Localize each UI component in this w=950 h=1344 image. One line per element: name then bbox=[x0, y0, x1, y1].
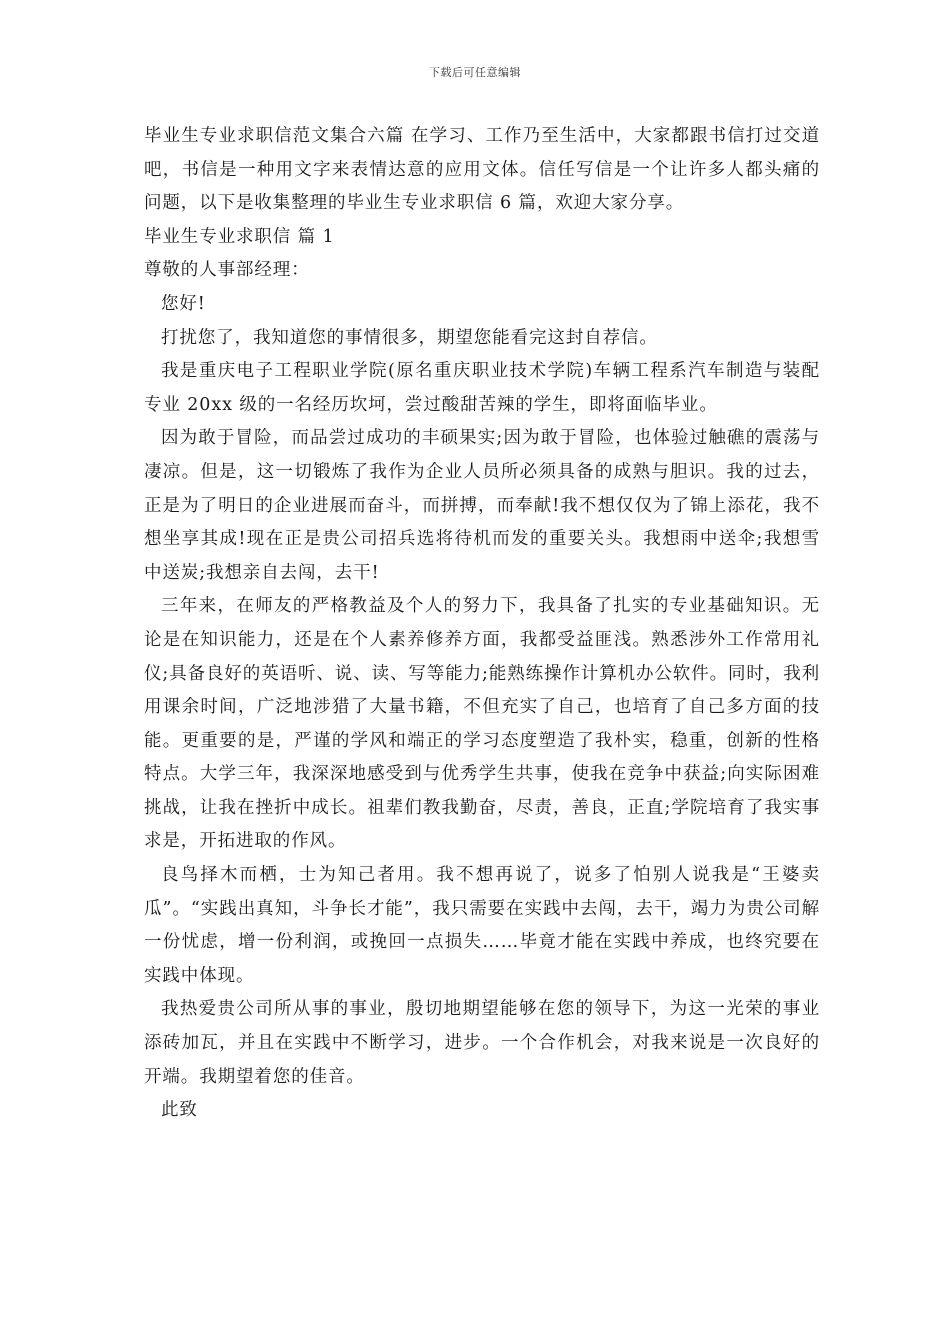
body-paragraph: 打扰您了，我知道您的事情很多，期望您能看完这封自荐信。 bbox=[161, 327, 658, 348]
body-paragraph: 三年来，在师友的严格教益及个人的努力下，我具备了扎实的专业基础知识。无论是在知识能力，还是在个人素养修养方面，我都受益匪浅。熟悉涉外工作常用礼仪;具备良好的英语听、说、读、写等能力;能熟练操作计算机办公软件。同时，我利用课余时间，广泛地涉猎了大量书籍，不但充实了自己，也培育了自己多方面的技能。更重要的是，严谨的学风和端正的学习态度塑造了我朴实，稳重，创新的性格特点。大学三年，我深深地感受到与优秀学生共事，使我在竞争中获益;向实际困难挑战，让我在挫折中成长。祖辈们教我勤奋，尽责，善良，正直;学院培育了我实事求是，开拓进取的作风。 bbox=[144, 596, 820, 852]
body-paragraph: 因为敢于冒险，而品尝过成功的丰硕果实;因为敢于冒险，也体验过触礁的震荡与凄凉。但是，这一切锻炼了我作为企业人员所必须具备的成熟与胆识。我的过去，正是为了明日的企业进展而奋斗，而拼搏，而奉献!我不想仅仅为了锦上添花，我不想坐享其成!现在正是贵公司招兵选将待机而发的重要关头。我想雨中送伞;我想雪中送炭;我想亲自去闯，去干! bbox=[144, 428, 820, 583]
document-body bbox=[144, 120, 820, 1128]
salutation: 尊敬的人事部经理： bbox=[144, 260, 310, 281]
intro-paragraph: 毕业生专业求职信范文集合六篇 在学习、工作乃至生活中，大家都跟书信打过交道吧，书信是一种用文字来表情达意的应用文体。信任写信是一个让许多人都头痛的问题，以下是收集整理的毕业生专业求职信 6 篇，欢迎大家分享。 bbox=[144, 126, 820, 214]
section-heading: 毕业生专业求职信 篇 1 bbox=[144, 226, 335, 247]
body-paragraph: 良鸟择木而栖，士为知己者用。我不想再说了，说多了怕别人说我是“王婆卖瓜”。“实践出真知，斗争长才能”，我只需要在实践中去闯，去干，竭力为贵公司解一份忧虑，增一份利润，或挽回一点损失……毕竟才能在实践中养成，也终究要在实践中体现。 bbox=[144, 865, 820, 986]
greeting: 您好! bbox=[161, 293, 206, 314]
closing-phrase: 此致 bbox=[161, 1100, 198, 1121]
header-note: 下载后可任意编辑 bbox=[429, 66, 521, 79]
body-paragraph: 我是重庆电子工程职业学院(原名重庆职业技术学院)车辆工程系汽车制造与装配专业 20xx 级的一名经历坎坷，尝过酸甜苦辣的学生，即将面临毕业。 bbox=[144, 361, 820, 415]
body-paragraph: 我热爱贵公司所从事的事业，殷切地期望能够在您的领导下，为这一光荣的事业添砖加瓦，并且在实践中不断学习，进步。一个合作机会，对我来说是一次良好的开端。我期望着您的佳音。 bbox=[144, 999, 820, 1087]
